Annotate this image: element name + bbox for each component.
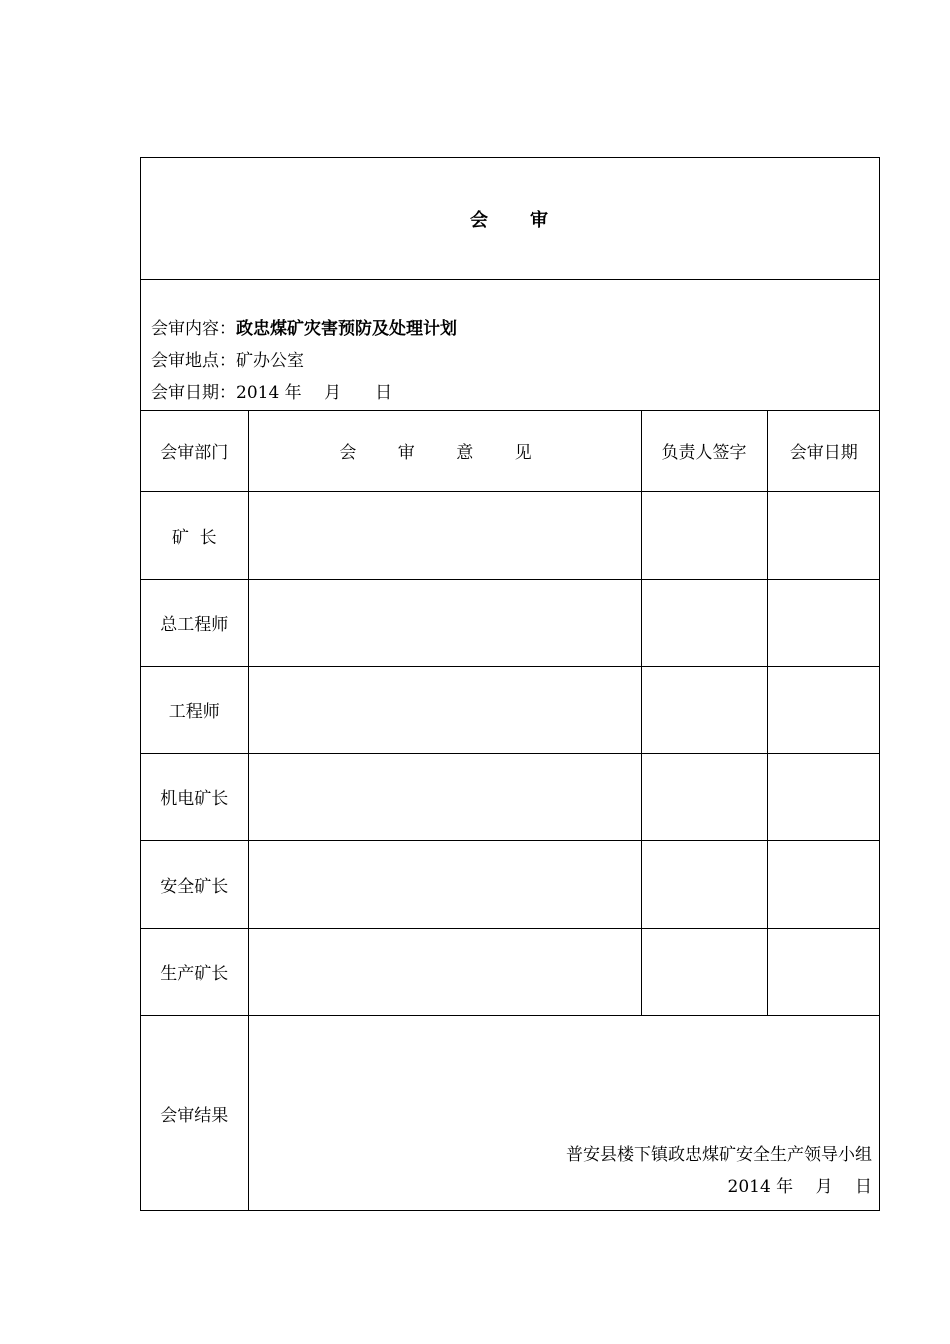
review-table: [141, 411, 880, 1211]
table-row: [141, 491, 880, 579]
review-date-label: 会审日期：: [151, 383, 236, 403]
header-opinion: 会 审 意 见: [248, 411, 641, 491]
opinion-cell[interactable]: [248, 928, 641, 1015]
department-cell: 总工程师: [141, 579, 248, 666]
signature-cell[interactable]: [641, 928, 767, 1015]
department-cell: 安全矿长: [141, 840, 248, 928]
header-signature: 负责人签字: [641, 411, 767, 491]
review-form: [140, 157, 880, 1211]
table-row: [141, 928, 880, 1015]
signature-cell[interactable]: [641, 840, 767, 928]
review-content-line: [151, 313, 879, 345]
signature-cell[interactable]: [641, 579, 767, 666]
opinion-cell[interactable]: [248, 840, 641, 928]
review-content-label: 会审内容：: [151, 319, 236, 339]
department-cell: 机电矿长: [141, 753, 248, 840]
review-location-value: 矿办公室: [236, 351, 304, 371]
signature-cell[interactable]: [641, 753, 767, 840]
table-row: [141, 666, 880, 753]
table-row: [141, 579, 880, 666]
result-organization: 普安县楼下镇政忠煤矿安全生产领导小组: [566, 1145, 872, 1165]
signature-cell[interactable]: [641, 666, 767, 753]
opinion-cell[interactable]: [248, 491, 641, 579]
date-cell[interactable]: [767, 579, 880, 666]
header-date: 会审日期: [767, 411, 880, 491]
signature-cell[interactable]: [641, 491, 767, 579]
department-cell: 生产矿长: [141, 928, 248, 1015]
result-date: 2014 年 月 日: [727, 1177, 872, 1197]
review-content-value: 政忠煤矿灾害预防及处理计划: [236, 319, 457, 339]
form-title: [141, 158, 879, 280]
department-cell: 矿 长: [141, 491, 248, 579]
opinion-cell[interactable]: [248, 753, 641, 840]
title-part-2: 审: [530, 209, 550, 231]
date-cell[interactable]: [767, 840, 880, 928]
opinion-cell[interactable]: [248, 579, 641, 666]
result-row: [141, 1015, 880, 1211]
header-department: 会审部门: [141, 411, 248, 491]
title-part-1: 会: [470, 209, 490, 231]
result-signoff: [566, 1139, 872, 1203]
result-label: 会审结果: [141, 1015, 248, 1211]
review-info: [141, 280, 879, 411]
table-row: [141, 840, 880, 928]
review-date-line: [151, 377, 879, 409]
department-cell: 工程师: [141, 666, 248, 753]
result-cell[interactable]: [248, 1015, 880, 1211]
review-date-value: 2014 年 月 日: [236, 383, 393, 403]
review-location-line: [151, 345, 879, 377]
review-location-label: 会审地点：: [151, 351, 236, 371]
date-cell[interactable]: [767, 491, 880, 579]
table-row: [141, 753, 880, 840]
opinion-cell[interactable]: [248, 666, 641, 753]
date-cell[interactable]: [767, 753, 880, 840]
date-cell[interactable]: [767, 928, 880, 1015]
date-cell[interactable]: [767, 666, 880, 753]
table-header-row: [141, 411, 880, 491]
